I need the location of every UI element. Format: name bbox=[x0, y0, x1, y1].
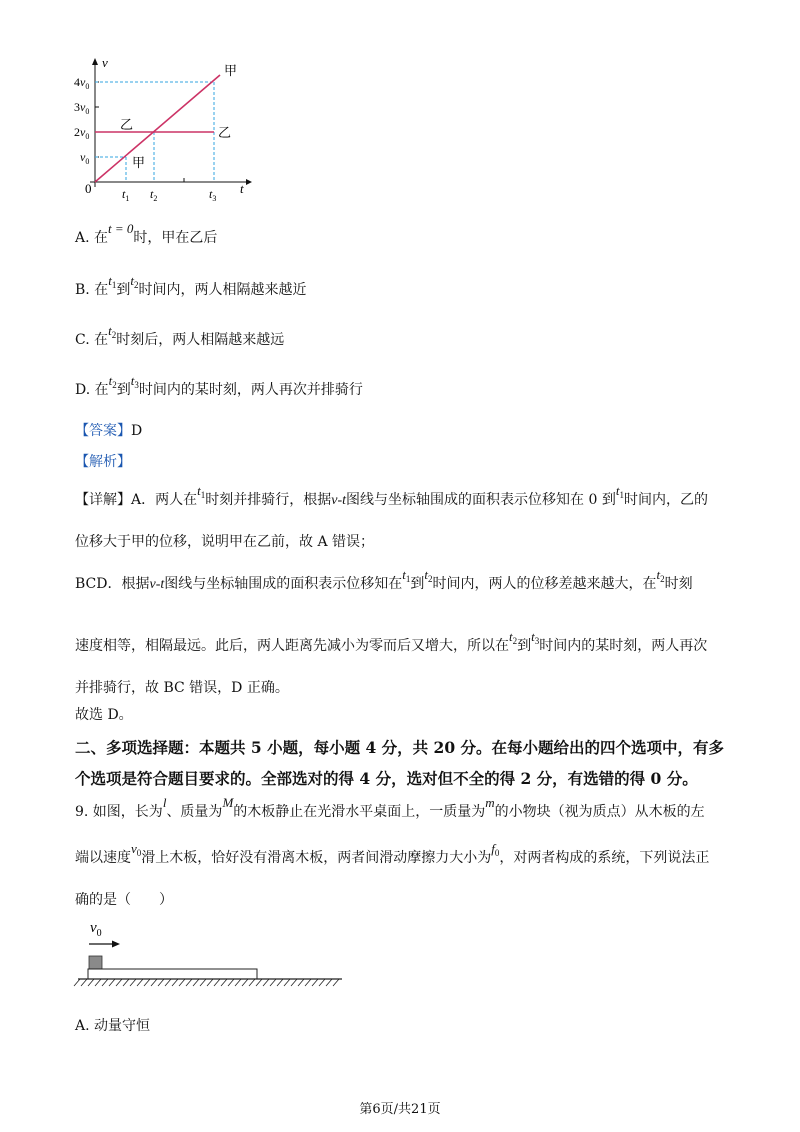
velocity-arrow-head bbox=[112, 941, 120, 948]
answer-tag: 【答案】 bbox=[75, 423, 131, 439]
line-jia bbox=[95, 75, 220, 182]
q9-line-2: 端以速度$v_0$滑上木板，恰好没有滑离木板，两者间滑动摩擦力大小为$f_0$，对两者构成的系统，下列说法正 bbox=[75, 841, 710, 866]
fig-velocity-label: $v_0$ bbox=[90, 920, 102, 939]
v-axis-label: v bbox=[102, 55, 108, 70]
option-a: A. 在t = 0时，甲在乙后 bbox=[75, 221, 218, 246]
t-axis-arrow bbox=[246, 179, 252, 185]
table-hatching bbox=[74, 979, 339, 986]
t-tick-t1: $t_1$ bbox=[122, 187, 130, 203]
option-c: C. 在$t_2$时刻后，两人相隔越来越远 bbox=[75, 323, 285, 348]
answer-value: D bbox=[131, 423, 143, 439]
t-axis-label: t bbox=[240, 181, 244, 196]
section-heading-line-1: 二、多项选择题：本题共 5 小题，每小题 4 分，共 20 分。在每小题给出的四个选项中，有多 bbox=[75, 738, 725, 757]
explanation-line-5: 并排骑行，故 BC 错误，D 正确。 bbox=[75, 680, 289, 696]
wooden-board bbox=[88, 969, 257, 979]
q9-line-1: 9. 如图，长为l、质量为M的木板静止在光滑水平桌面上，一质量为m的小物块（视为质点）从木板的左 bbox=[75, 795, 705, 820]
v-tick-2v0: $2v_0$ bbox=[74, 125, 90, 141]
label-jia-bottom: 甲 bbox=[132, 155, 146, 170]
origin-label: 0 bbox=[85, 181, 92, 196]
v-tick-3v0: $3v_0$ bbox=[74, 100, 90, 116]
v-tick-v0: $v_0$ bbox=[80, 150, 90, 166]
answer-line bbox=[75, 421, 142, 441]
explanation-line-1: 【详解】A．两人在$t_1$时刻并排骑行，根据v-t图线与坐标轴围成的面积表示位移知在 0 到$t_1$时间内，乙的 bbox=[75, 483, 708, 508]
explanation-line-4: 速度相等，相隔最远。此后，两人距离先减小为零而后又增大，所以在$t_2$到$t_3$时间内的某时刻，两人再次 bbox=[75, 629, 708, 654]
label-jia-top: 甲 bbox=[224, 63, 238, 78]
t-tick-t2: $t_2$ bbox=[150, 187, 158, 203]
vt-graph bbox=[60, 55, 270, 215]
explanation-line-6: 故选 D。 bbox=[75, 707, 133, 723]
small-block bbox=[89, 956, 102, 969]
t-tick-t3: $t_3$ bbox=[209, 187, 217, 203]
explanation-line-2: 位移大于甲的位移，说明甲在乙前，故 A 错误； bbox=[75, 534, 375, 550]
analysis-tag: 【解析】 bbox=[75, 454, 131, 470]
label-yi-left: 乙 bbox=[120, 117, 134, 132]
explanation-line-3: BCD．根据v-t图线与坐标轴围成的面积表示位移知在$t_1$到$t_2$时间内，两人的位移差越来越大，在$t_2$时刻 bbox=[75, 567, 693, 592]
option-b: B. 在$t_1$到$t_2$时间内，两人相隔越来越近 bbox=[75, 273, 307, 298]
q9-line-3: 确的是（ ） bbox=[75, 892, 173, 908]
v-axis-arrow bbox=[92, 58, 98, 65]
label-yi-right: 乙 bbox=[218, 125, 232, 140]
board-figure bbox=[70, 918, 355, 998]
option-d: D. 在$t_2$到$t_3$时间内的某时刻，两人再次并排骑行 bbox=[75, 373, 363, 398]
analysis-tag-line bbox=[75, 452, 131, 472]
page-footer: 第6页/共21页 bbox=[359, 1102, 441, 1117]
v-tick-4v0: $4v_0$ bbox=[74, 75, 90, 91]
math-t-eq-0: t = 0 bbox=[108, 221, 134, 236]
section-heading-line-2: 个选项是符合题目要求的。全部选对的得 4 分，选对但不全的得 2 分，有选错的得 0 分。 bbox=[75, 769, 698, 788]
q9-option-a: A. 动量守恒 bbox=[75, 1018, 151, 1034]
